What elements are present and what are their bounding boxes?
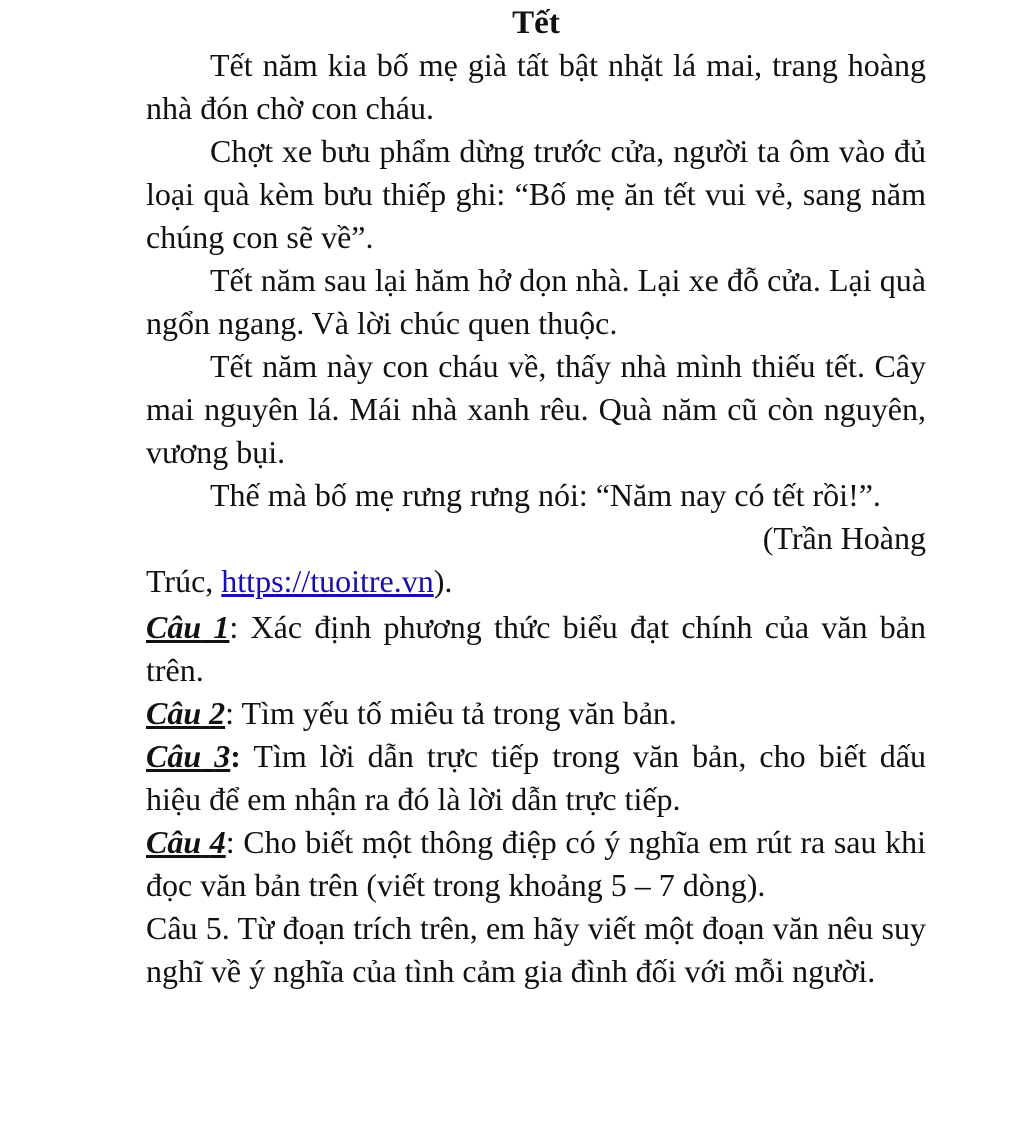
source-attribution-line1: (Trần Hoàng [762,520,926,556]
story-paragraph-1: Tết năm kia bố mẹ già tất bật nhặt lá mai, trang hoàng nhà đón chờ con cháu. [146,47,926,126]
source-link[interactable]: https://tuoitre.vn [221,563,434,599]
question-4 [146,821,926,907]
story-paragraph-3: Tết năm sau lại hăm hở dọn nhà. Lại xe đỗ cửa. Lại quà ngổn ngang. Và lời chúc quen thuộc. [146,262,926,341]
question-2-text: Tìm yếu tố miêu tả trong văn bản. [234,695,677,731]
source-attribution-line2 [146,560,926,603]
question-2-colon: : [225,695,235,731]
question-4-text: Cho biết một thông điệp có ý nghĩa em rút ra sau khi đọc văn bản trên (viết trong khoảng 5 – 7 dòng). [146,824,926,903]
question-4-label: Câu 4 [146,824,226,860]
question-3-colon: : [230,738,241,774]
question-2 [146,692,926,735]
source-author-part: Trúc, [146,563,222,599]
question-1-colon: : [229,609,239,645]
story-paragraph-5: Thế mà bố mẹ rưng rưng nói: “Năm nay có tết rồi!”. [210,477,881,513]
document-title: Tết [512,5,560,41]
story-paragraph-2: Chợt xe bưu phẩm dừng trước cửa, người ta ôm vào đủ loại quà kèm bưu thiếp ghi: “Bố mẹ ăn tết vui vẻ, sang năm chúng con sẽ về”. [146,133,926,255]
question-2-label: Câu 2 [146,695,226,731]
question-5: Câu 5. Từ đoạn trích trên, em hãy viết một đoạn văn nêu suy nghĩ về ý nghĩa của tình cảm gia đình đối với mỗi người. [146,910,926,989]
question-3-text: Tìm lời dẫn trực tiếp trong văn bản, cho biết dấu hiệu để em nhận ra đó là lời dẫn trực tiếp. [146,738,926,817]
question-1-label: Câu 1 [146,609,230,645]
question-1-text: Xác định phương thức biểu đạt chính của văn bản trên. [146,609,927,688]
question-1 [146,606,926,692]
question-4-colon: : [225,824,235,860]
source-suffix: ). [433,563,453,599]
question-3 [146,735,926,821]
question-3-label: Câu 3 [146,738,231,774]
document-page [146,0,926,993]
story-paragraph-4: Tết năm này con cháu về, thấy nhà mình thiếu tết. Cây mai nguyên lá. Mái nhà xanh rêu. Quà năm cũ còn nguyên, vương bụi. [146,348,926,470]
